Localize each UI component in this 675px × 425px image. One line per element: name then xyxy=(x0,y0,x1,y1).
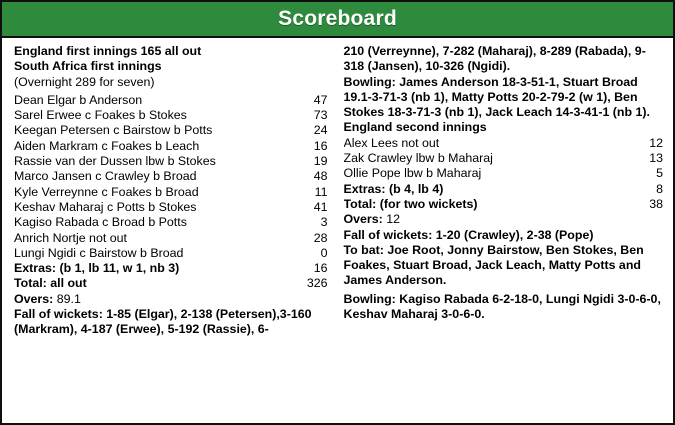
fall-of-wickets-row xyxy=(14,307,328,338)
batter-row xyxy=(14,246,328,261)
batter-name: Alex Lees not out xyxy=(343,135,440,150)
fall-of-wickets-continued: 210 (Verreynne), 7-282 (Maharaj), 8-289 (Rabada), 9-318 (Jansen), 10-326 (Ngidi). xyxy=(343,44,646,74)
england-second-innings-heading: England second innings xyxy=(343,120,487,135)
total-label: Total: all out xyxy=(14,276,87,291)
total-value: 326 xyxy=(306,276,328,291)
batter-row xyxy=(14,185,328,200)
batter-row xyxy=(344,136,664,151)
batter-row xyxy=(14,108,328,123)
batter-runs: 13 xyxy=(649,151,663,166)
batter-row xyxy=(14,93,328,108)
batter-name: Kyle Verreynne c Foakes b Broad xyxy=(14,184,199,199)
extras-label: Extras: (b 4, lb 4) xyxy=(343,181,444,196)
batter-runs: 0 xyxy=(320,245,328,260)
fall-of-wickets-text: 1-20 (Crawley), 2-38 (Pope) xyxy=(432,227,594,242)
south-africa-first-innings-heading: South Africa first innings xyxy=(14,59,162,74)
batter-runs: 12 xyxy=(649,135,663,150)
batter-name: Anrich Nortje not out xyxy=(14,230,127,245)
batter-name: Keshav Maharaj c Potts b Stokes xyxy=(14,199,197,214)
batter-row xyxy=(344,151,664,166)
batter-row xyxy=(14,139,328,154)
batter-runs: 47 xyxy=(313,92,328,107)
right-column xyxy=(338,44,674,425)
batter-name: Kagiso Rabada c Broad b Potts xyxy=(14,215,187,230)
bowling-text: James Anderson 18-3-51-1, Stuart Broad 19.1-3-71-3 (nb 1), Matty Potts 20-2-79-2 (w 1), Ben Stokes 18-3-71-3 (nb 1), Jack Leach 14-3-41-1 (nb 1). xyxy=(343,74,650,120)
batter-runs: 3 xyxy=(320,215,328,230)
page-title: Scoreboard xyxy=(278,7,397,30)
batter-name: Marco Jansen c Crawley b Broad xyxy=(14,169,197,184)
batter-runs: 41 xyxy=(313,199,328,214)
batter-row xyxy=(14,200,328,215)
batter-row xyxy=(14,231,328,246)
left-column xyxy=(2,44,338,425)
batter-name: Rassie van der Dussen lbw b Stokes xyxy=(14,154,216,169)
batter-name: Lungi Ngidi c Bairstow b Broad xyxy=(14,245,184,260)
bowling-second-innings xyxy=(344,292,664,323)
batter-name: Aiden Markram c Foakes b Leach xyxy=(14,138,200,153)
batter-row xyxy=(14,123,328,138)
batter-runs: 11 xyxy=(314,184,328,199)
batter-runs: 19 xyxy=(313,154,328,169)
overs-row xyxy=(344,212,664,227)
bowling-text: Kagiso Rabada 6-2-18-0, Lungi Ngidi 3-0-6-0, Keshav Maharaj 3-0-6-0. xyxy=(343,291,661,322)
scoreboard-columns xyxy=(2,38,673,425)
extras-label: Extras: (b 1, lb 11, w 1, nb 3) xyxy=(14,261,180,276)
bowling-label: Bowling: xyxy=(343,291,396,306)
england-first-innings-heading: England first innings 165 all out xyxy=(14,44,202,58)
overs-row xyxy=(14,292,328,307)
extras-value: 16 xyxy=(313,261,328,276)
overs-value: 89.1 xyxy=(56,291,81,306)
overnight-score: (Overnight 289 for seven) xyxy=(14,74,155,89)
fall-of-wickets-text: 1-85 (Elgar), 2-138 (Petersen),3-160 (Markram), 4-187 (Erwee), 5-192 (Rassie), 6- xyxy=(14,307,312,337)
total-value: 38 xyxy=(649,196,663,211)
batter-name: Dean Elgar b Anderson xyxy=(14,92,143,107)
extras-row xyxy=(14,261,328,276)
extras-value: 8 xyxy=(656,181,663,196)
extras-row xyxy=(344,182,664,197)
bowling-first-innings xyxy=(344,75,664,121)
overs-label: Overs: xyxy=(14,291,54,306)
total-label: Total: (for two wickets) xyxy=(343,196,478,211)
batter-name: Sarel Erwee c Foakes b Stokes xyxy=(14,108,187,123)
batter-name: Zak Crawley lbw b Maharaj xyxy=(343,151,493,166)
overs-label: Overs: xyxy=(343,212,383,227)
batter-runs: 48 xyxy=(313,169,328,184)
scoreboard-header xyxy=(2,2,673,38)
batter-runs: 28 xyxy=(313,230,328,245)
to-bat-label: To bat: xyxy=(343,242,384,257)
batter-row xyxy=(14,154,328,169)
batter-name: Keegan Petersen c Bairstow b Potts xyxy=(14,123,213,138)
fall-of-wickets-label: Fall of wickets: xyxy=(343,227,433,242)
batter-name: Ollie Pope lbw b Maharaj xyxy=(343,166,482,181)
fall-of-wickets-row xyxy=(344,228,664,243)
batter-row xyxy=(14,169,328,184)
fall-of-wickets-label: Fall of wickets: xyxy=(14,307,103,322)
batter-runs: 73 xyxy=(313,108,328,123)
to-bat-row xyxy=(344,243,664,289)
bowling-label: Bowling: xyxy=(343,74,396,89)
total-row xyxy=(14,276,328,291)
batter-runs: 16 xyxy=(313,138,328,153)
batter-runs: 5 xyxy=(656,166,663,181)
to-bat-text: Joe Root, Jonny Bairstow, Ben Stokes, Ben Foakes, Stuart Broad, Jack Leach, Matty Potts and James Anderson. xyxy=(343,242,644,288)
batter-row xyxy=(14,215,328,230)
batter-runs: 24 xyxy=(313,123,328,138)
overs-value: 12 xyxy=(386,212,401,227)
total-row xyxy=(344,197,664,212)
batter-row xyxy=(344,166,664,181)
